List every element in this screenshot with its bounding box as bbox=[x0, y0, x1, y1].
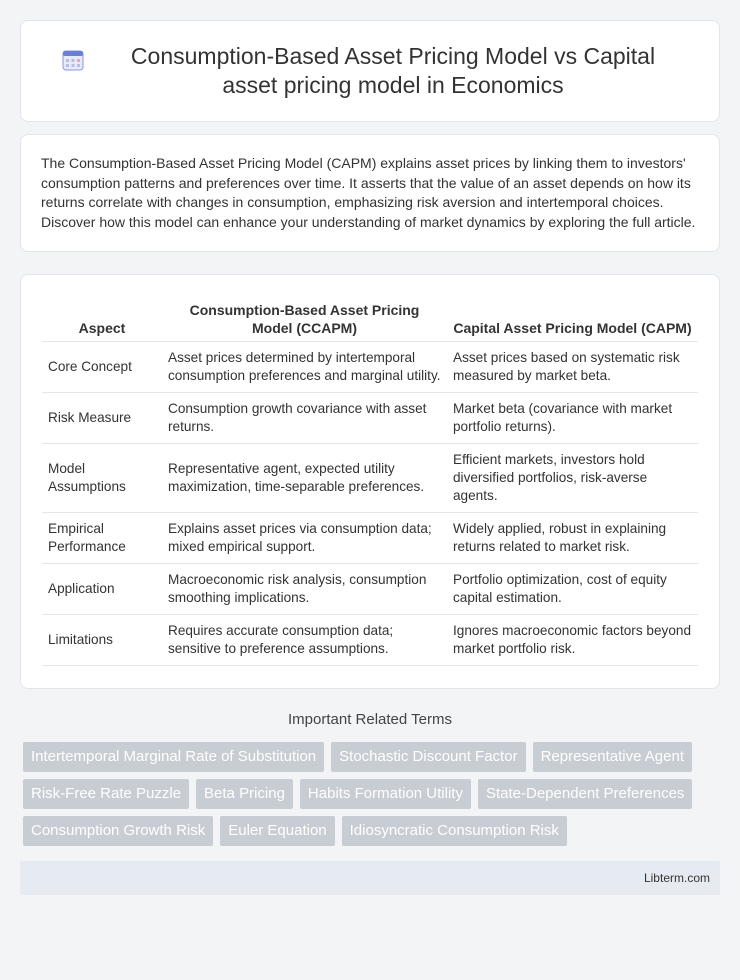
related-terms-list bbox=[23, 742, 718, 846]
table-header-row bbox=[42, 295, 698, 341]
row-aspect: Application bbox=[42, 563, 162, 614]
table-row bbox=[42, 614, 698, 665]
row-capm: Asset prices based on systematic risk measured by market beta. bbox=[447, 341, 698, 392]
related-term-tag[interactable]: State-Dependent Preferences bbox=[478, 779, 692, 809]
page-header bbox=[20, 20, 720, 122]
row-aspect: Model Assumptions bbox=[42, 443, 162, 512]
related-term-tag[interactable]: Consumption Growth Risk bbox=[23, 816, 213, 846]
related-term-tag[interactable]: Stochastic Discount Factor bbox=[331, 742, 525, 772]
row-aspect: Empirical Performance bbox=[42, 512, 162, 563]
row-ccapm: Explains asset prices via consumption data; mixed empirical support. bbox=[162, 512, 447, 563]
row-ccapm: Requires accurate consumption data; sensitive to preference assumptions. bbox=[162, 614, 447, 665]
comparison-table bbox=[42, 295, 698, 666]
header-aspect: Aspect bbox=[42, 295, 162, 341]
table-row bbox=[42, 443, 698, 512]
related-term-tag[interactable]: Beta Pricing bbox=[196, 779, 293, 809]
calendar-icon bbox=[61, 48, 85, 72]
page-title: Consumption-Based Asset Pricing Model vs Capital asset pricing model in Economics bbox=[130, 43, 656, 98]
row-ccapm: Representative agent, expected utility maximization, time-separable preferences. bbox=[162, 443, 447, 512]
related-term-tag[interactable]: Idiosyncratic Consumption Risk bbox=[342, 816, 567, 846]
row-capm: Widely applied, robust in explaining returns related to market risk. bbox=[447, 512, 698, 563]
table-row bbox=[42, 512, 698, 563]
header-capm: Capital Asset Pricing Model (CAPM) bbox=[447, 295, 698, 341]
related-term-tag[interactable]: Euler Equation bbox=[220, 816, 334, 846]
table-row bbox=[42, 563, 698, 614]
comparison-table-card bbox=[20, 274, 720, 689]
row-capm: Market beta (covariance with market portfolio returns). bbox=[447, 392, 698, 443]
footer-site-link[interactable]: Libterm.com bbox=[643, 870, 710, 885]
row-capm: Ignores macroeconomic factors beyond market portfolio risk. bbox=[447, 614, 698, 665]
row-capm: Efficient markets, investors hold diversified portfolios, risk-averse agents. bbox=[447, 443, 698, 512]
table-row bbox=[42, 392, 698, 443]
intro-paragraph: The Consumption-Based Asset Pricing Model (CAPM) explains asset prices by linking them to investors' consumption patterns and preferences over time. It asserts that the value of an asset depends on how its returns correlate with changes in consumption, emphasizing risk aversion and intertemporal choices. Discover how this model can enhance your understanding of market dynamics by exploring the full article. bbox=[20, 134, 720, 252]
row-ccapm: Asset prices determined by intertemporal consumption preferences and marginal utility. bbox=[162, 341, 447, 392]
row-aspect: Limitations bbox=[42, 614, 162, 665]
related-term-tag[interactable]: Habits Formation Utility bbox=[300, 779, 471, 809]
row-ccapm: Macroeconomic risk analysis, consumption smoothing implications. bbox=[162, 563, 447, 614]
row-aspect: Core Concept bbox=[42, 341, 162, 392]
related-terms-title: Important Related Terms bbox=[288, 710, 452, 728]
row-capm: Portfolio optimization, cost of equity capital estimation. bbox=[447, 563, 698, 614]
page-footer bbox=[20, 861, 720, 895]
related-term-tag[interactable]: Intertemporal Marginal Rate of Substitution bbox=[23, 742, 324, 772]
row-aspect: Risk Measure bbox=[42, 392, 162, 443]
row-ccapm: Consumption growth covariance with asset returns. bbox=[162, 392, 447, 443]
related-term-tag[interactable]: Risk-Free Rate Puzzle bbox=[23, 779, 189, 809]
header-ccapm: Consumption-Based Asset Pricing Model (CCAPM) bbox=[162, 295, 447, 341]
table-row bbox=[42, 341, 698, 392]
related-term-tag[interactable]: Representative Agent bbox=[533, 742, 692, 772]
